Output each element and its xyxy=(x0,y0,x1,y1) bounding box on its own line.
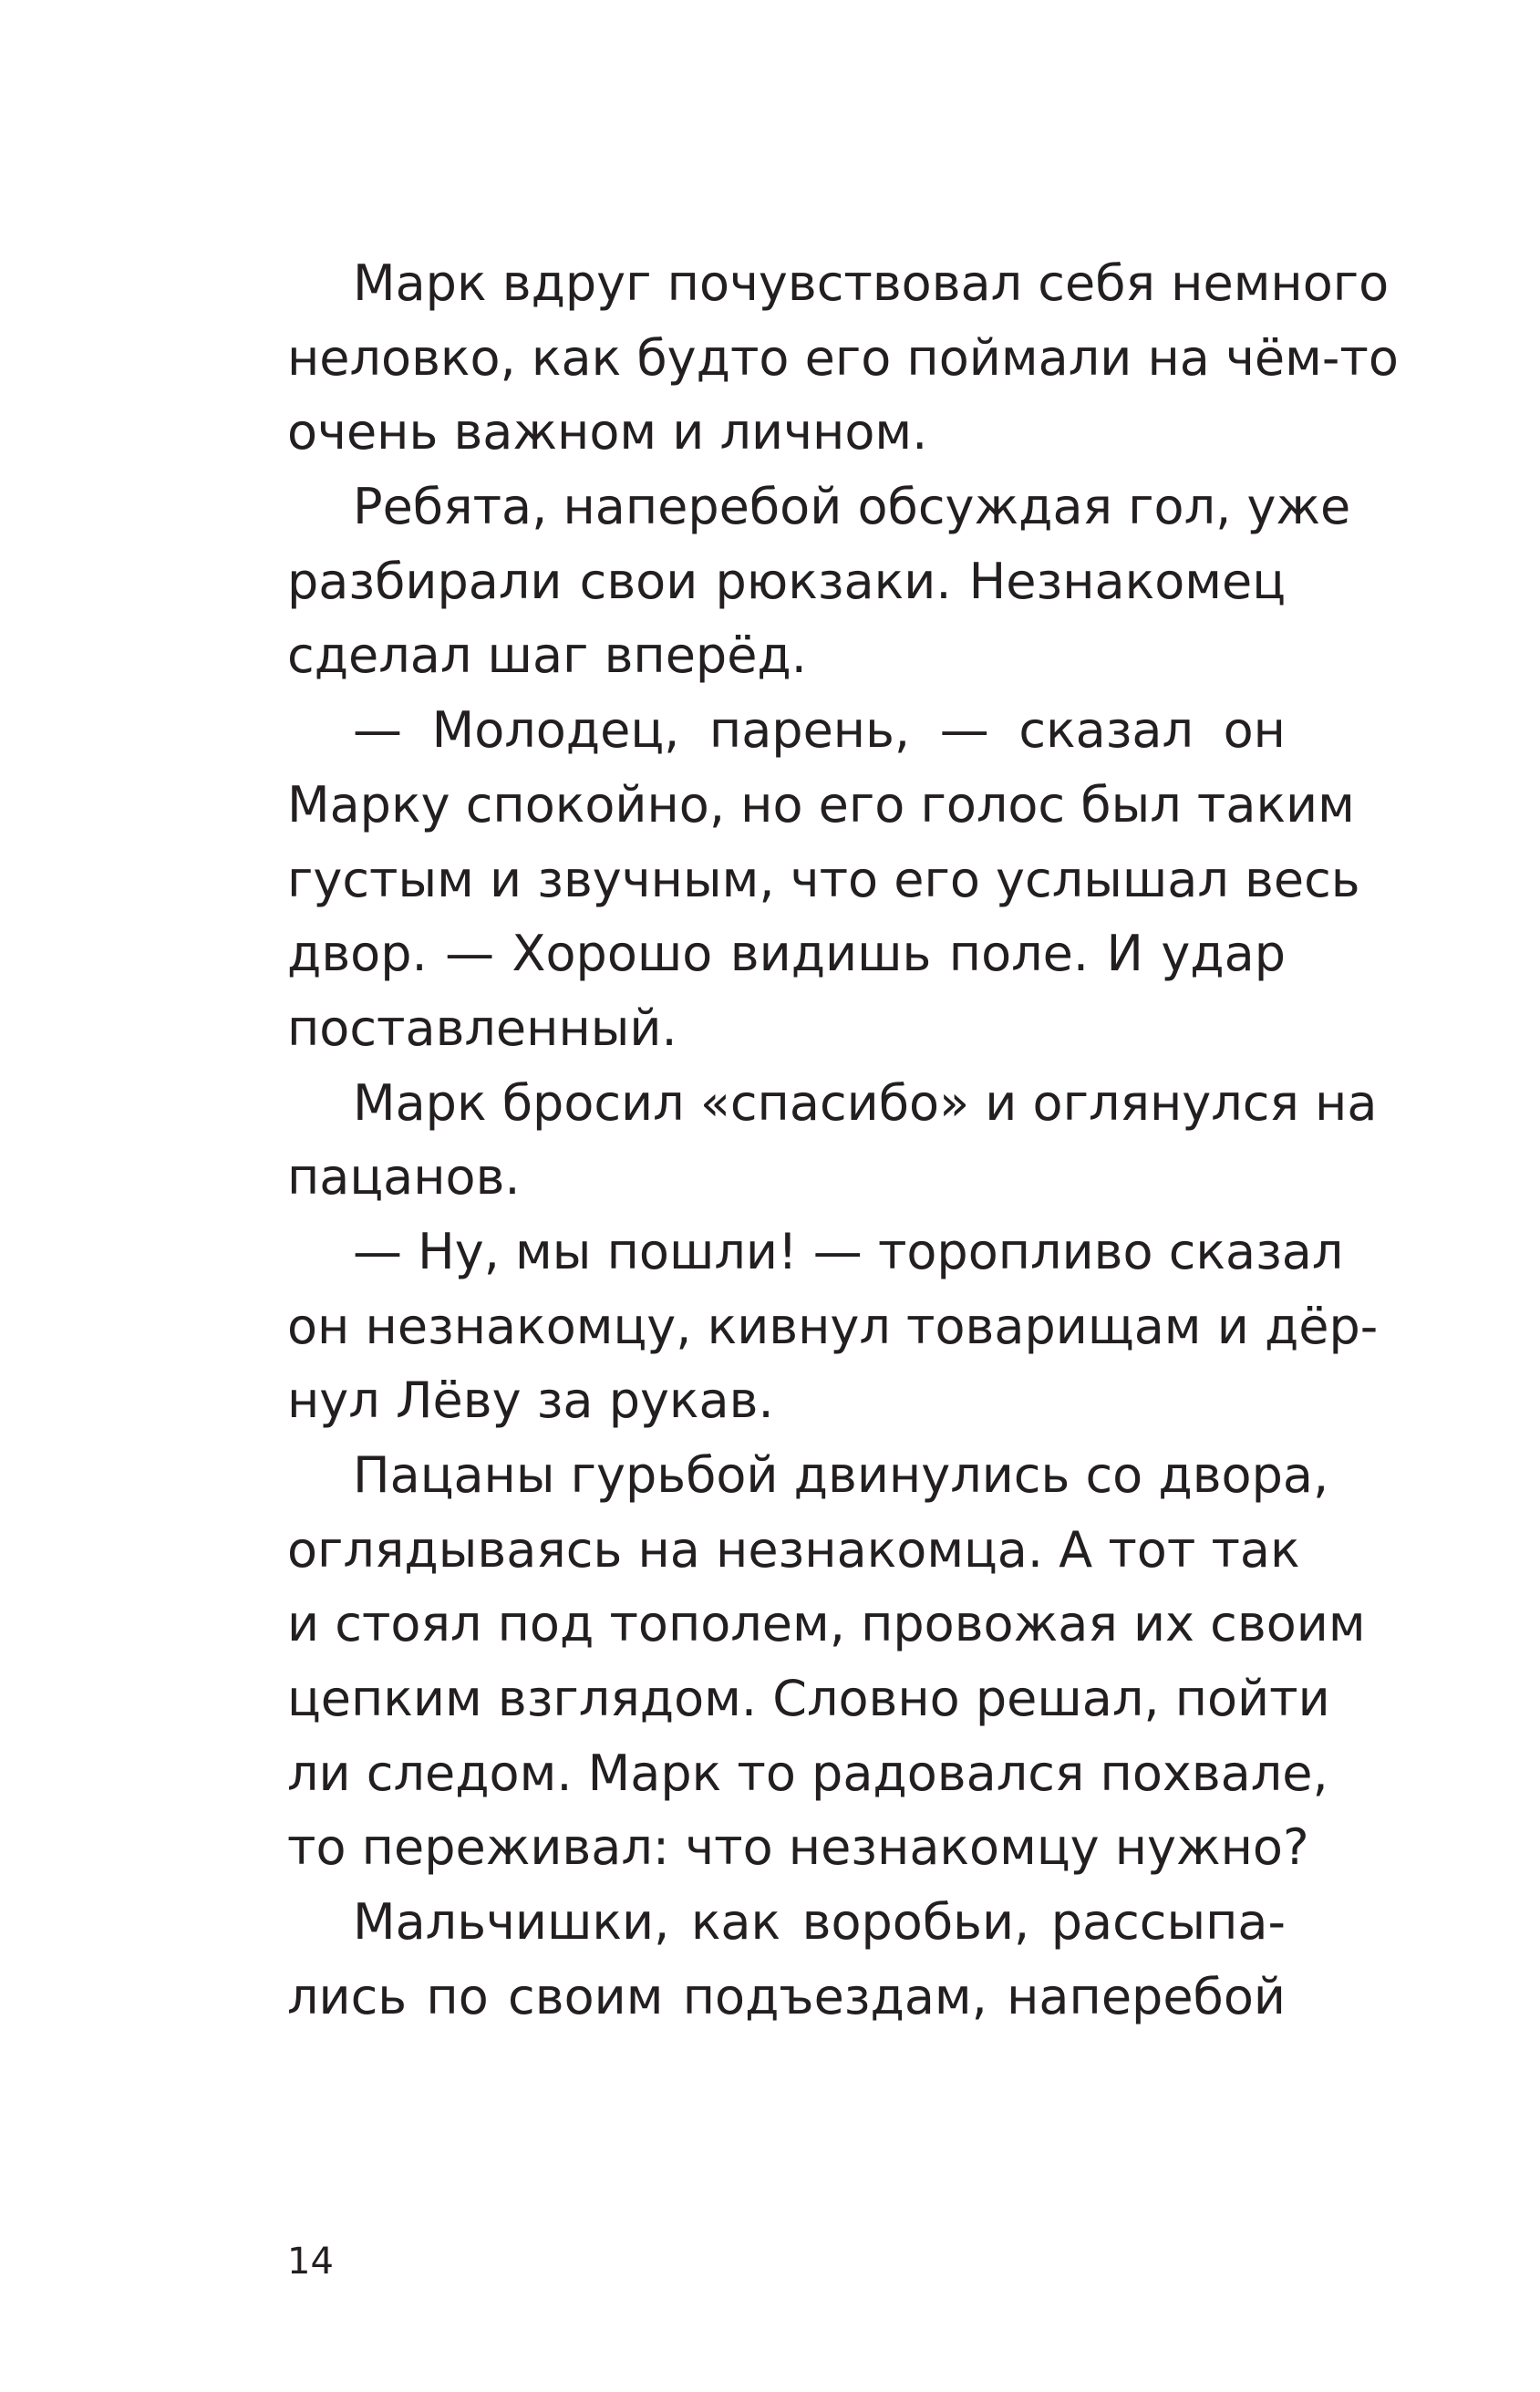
text-line: двор. — Хорошо видишь поле. И удар xyxy=(287,925,1286,983)
text-line: Марк бросил «спасибо» и оглянулся на xyxy=(353,1073,1378,1132)
page-number: 14 xyxy=(287,2241,334,2283)
text-line: — Молодец, парень, — сказал он xyxy=(353,701,1286,760)
text-line: то переживал: что незнакомцу нужно? xyxy=(287,1818,1309,1877)
text-line: Мальчишки, как воробьи, рассыпа- xyxy=(353,1893,1286,1952)
text-line: Ребята, наперебой обсуждая гол, уже xyxy=(353,478,1351,536)
text-line: сделал шаг вперёд. xyxy=(287,626,807,685)
body-text xyxy=(287,246,1399,2035)
text-line: Марку спокойно, но его голос был таким xyxy=(287,775,1355,834)
text-line: очень важном и личном. xyxy=(287,403,928,461)
text-line: Пацаны гурьбой двинулись со двора, xyxy=(353,1446,1329,1504)
text-line: поставленный. xyxy=(287,999,677,1057)
text-line: он незнакомцу, кивнул товарищам и дёр- xyxy=(287,1297,1379,1355)
text-line: нул Лёву за рукав. xyxy=(287,1372,774,1430)
text-line: цепким взглядом. Словно решал, пойти xyxy=(287,1670,1330,1728)
text-line: разбирали свои рюкзаки. Незнакомец xyxy=(287,552,1286,610)
text-line: оглядываясь на незнакомца. А тот так xyxy=(287,1520,1300,1579)
text-line: лись по своим подъездам, наперебой xyxy=(287,1967,1286,2025)
text-line: Марк вдруг почувствовал себя немного xyxy=(353,254,1390,312)
text-line: пацанов. xyxy=(287,1148,521,1206)
text-line: неловко, как будто его поймали на чём-то xyxy=(287,328,1399,387)
text-line: — Ну, мы пошли! — торопливо сказал xyxy=(353,1222,1344,1280)
text-line: и стоял под тополем, провожая их своим xyxy=(287,1595,1366,1653)
text-line: ли следом. Марк то радовался похвале, xyxy=(287,1744,1328,1802)
text-line: густым и звучным, что его услышал весь xyxy=(287,850,1360,908)
